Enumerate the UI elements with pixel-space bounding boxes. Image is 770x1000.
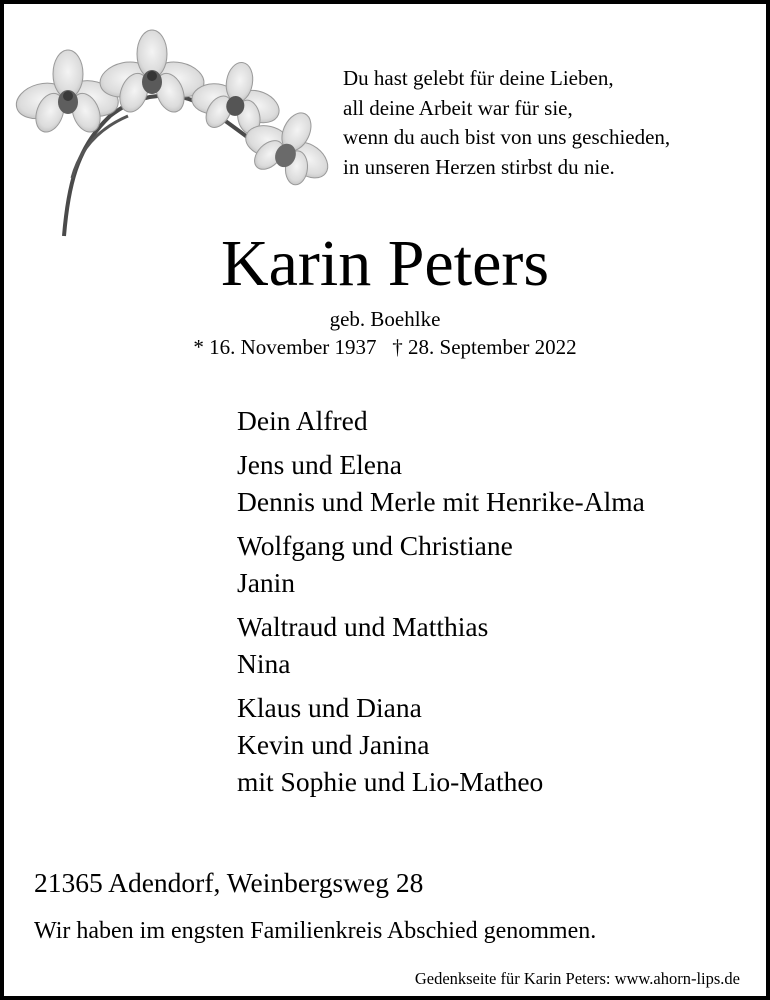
- mourner-line: Dennis und Merle mit Henrike-Alma: [237, 486, 645, 517]
- mourner-line: Nina: [237, 648, 291, 679]
- mourner-group: [237, 446, 757, 520]
- mourner-line: mit Sophie und Lio-Matheo: [237, 766, 544, 797]
- mourners-list: [237, 402, 757, 807]
- mourner-line: Klaus und Diana: [237, 692, 422, 723]
- mourner-line: Wolfgang und Christiane: [237, 530, 513, 561]
- mourner-line: Janin: [237, 567, 296, 598]
- mourner-group: [237, 402, 757, 439]
- mourner-line: Jens und Elena: [237, 449, 402, 480]
- mourner-group: [237, 689, 757, 800]
- life-dates: * 16. November 1937 † 28. September 2022: [193, 335, 577, 359]
- memorial-page-link[interactable]: Gedenkseite für Karin Peters: www.ahorn-lips.de: [414, 969, 740, 988]
- poem-line: Du hast gelebt für deine Lieben,: [343, 66, 614, 90]
- farewell-note: Wir haben im engsten Familienkreis Abschied genommen.: [34, 918, 597, 944]
- mourner-group: [237, 527, 757, 601]
- mourner-line: Kevin und Janina: [237, 729, 430, 760]
- address: 21365 Adendorf, Weinbergsweg 28: [34, 867, 424, 898]
- mourner-group: [237, 608, 757, 682]
- poem-line: in unseren Herzen stirbst du nie.: [343, 154, 615, 179]
- poem: [343, 64, 763, 182]
- deceased-name: Karin Peters: [220, 227, 550, 300]
- birth-name: geb. Boehlke: [329, 307, 441, 331]
- poem-line: all deine Arbeit war für sie,: [343, 95, 573, 120]
- mourner-line: Waltraud und Matthias: [237, 611, 489, 642]
- mourner-line: Dein Alfred: [237, 405, 368, 436]
- poem-line: wenn du auch bist von uns geschieden,: [343, 125, 671, 149]
- orchid-branch-icon: [10, 28, 330, 242]
